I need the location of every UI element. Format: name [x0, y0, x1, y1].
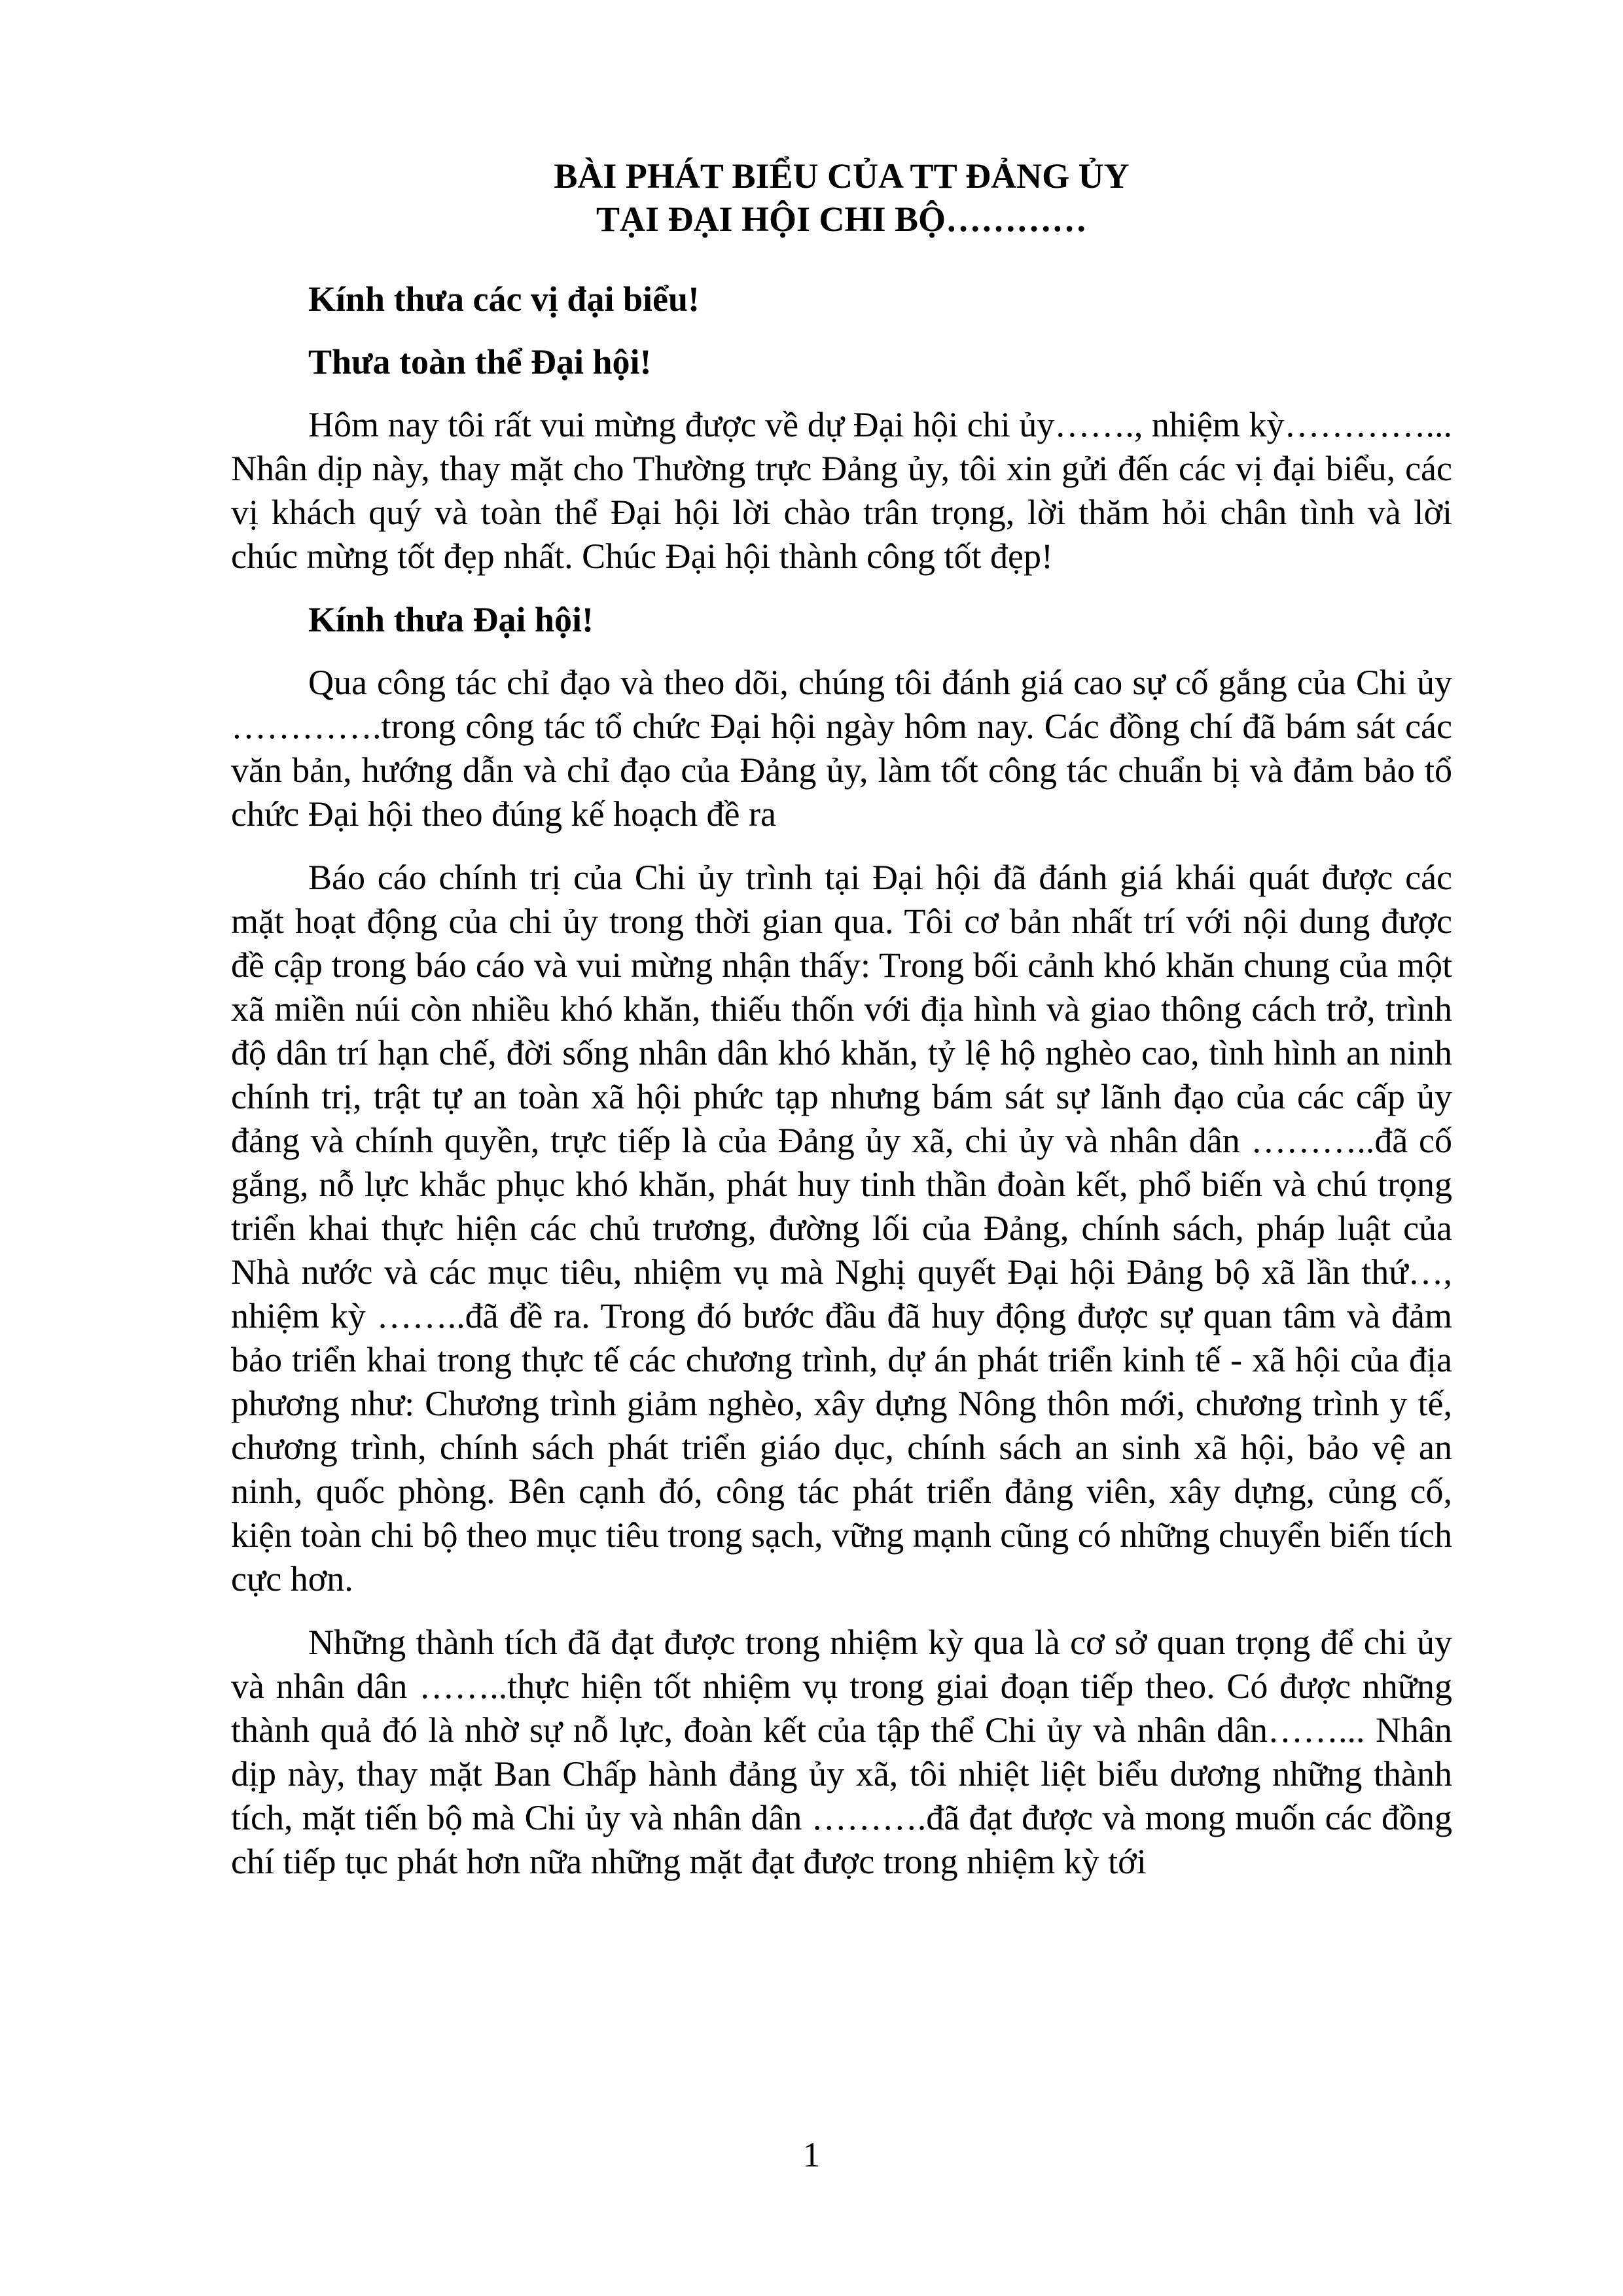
- salutation-dear-congress: Kính thưa Đại hội!: [308, 600, 594, 639]
- document-page: [231, 154, 1452, 1903]
- paragraph-political-report: Báo cáo chính trị của Chi ủy trình tại Đại hội đã đánh giá khái quát được các mặt hoạt động của chi ủy trong thời gian qua. Tôi cơ bản nhất trí với nội dung được đề cập trong báo cáo và vui mừng nhận thấy: Trong bối cảnh khó khăn chung của một xã miền núi còn nhiều khó khăn, thiếu thốn với địa hình và giao thông cách trở, trình độ dân trí hạn chế, đời sống nhân dân khó khăn, tỷ lệ hộ nghèo cao, tình hình an ninh chính trị, trật tự an toàn xã hội phức tạp nhưng bám sát sự lãnh đạo của các cấp ủy đảng và chính quyền, trực tiếp là của Đảng ủy xã, chi ủy và nhân dân ………..đã cố gắng, nỗ lực khắc phục khó khăn, phát huy tinh thần đoàn kết, phổ biến và chú trọng triển khai thực hiện các chủ trương, đường lối của Đảng, chính sách, pháp luật của Nhà nước và các mục tiêu, nhiệm vụ mà Nghị quyết Đại hội Đảng bộ xã lần thứ…, nhiệm kỳ ……..đã đề ra. Trong đó bước đầu đã huy động được sự quan tâm và đảm bảo triển khai trong thực tế các chương trình, dự án phát triển kinh tế - xã hội của địa phương như: Chương trình giảm nghèo, xây dựng Nông thôn mới, chương trình y tế, chương trình, chính sách phát triển giáo dục, chính sách an sinh xã hội, bảo vệ an ninh, quốc phòng. Bên cạnh đó, công tác phát triển đảng viên, xây dựng, củng cố, kiện toàn chi bộ theo mục tiêu trong sạch, vững mạnh cũng có những chuyển biến tích cực hơn.: [231, 858, 1452, 1598]
- salutation-delegates: Kính thưa các vị đại biểu!: [308, 279, 700, 319]
- page-number: 1: [802, 2135, 821, 2174]
- paragraph-assessment: Qua công tác chỉ đạo và theo dõi, chúng tôi đánh giá cao sự cố gắng của Chi ủy ………….trong công tác tổ chức Đại hội ngày hôm nay. Các đồng chí đã bám sát các văn bản, hướng dẫn và chỉ đạo của Đảng ủy, làm tốt công tác chuẩn bị và đảm bảo tổ chức Đại hội theo đúng kế hoạch đề ra: [231, 663, 1452, 834]
- title-block: [231, 154, 1452, 241]
- salutation-congress: Thưa toàn thể Đại hội!: [308, 342, 652, 381]
- title-line-2: TẠI ĐẠI HỘI CHI BỘ…………: [596, 200, 1088, 239]
- paragraph-achievements: Những thành tích đã đạt được trong nhiệm kỳ qua là cơ sở quan trọng để chi ủy và nhân dân ……..thực hiện tốt nhiệm vụ trong giai đoạn tiếp theo. Có được những thành quả đó là nhờ sự nỗ lực, đoàn kết của tập thể Chi ủy và nhân dân……... Nhân dịp này, thay mặt Ban Chấp hành đảng ủy xã, tôi nhiệt liệt biểu dương những thành tích, mặt tiến bộ mà Chi ủy và nhân dân ……….đã đạt được và mong muốn các đồng chí tiếp tục phát hơn nữa những mặt đạt được trong nhiệm kỳ tới: [231, 1623, 1452, 1881]
- paragraph-greeting: Hôm nay tôi rất vui mừng được về dự Đại hội chi ủy……., nhiệm kỳ…………... Nhân dịp này, thay mặt cho Thường trực Đảng ủy, tôi xin gửi đến các vị đại biểu, các vị khách quý và toàn thể Đại hội lời chào trân trọng, lời thăm hỏi chân tình và lời chúc mừng tốt đẹp nhất. Chúc Đại hội thành công tốt đẹp!: [231, 405, 1452, 576]
- title-line-1: BÀI PHÁT BIỂU CỦA TT ĐẢNG ỦY: [554, 156, 1130, 196]
